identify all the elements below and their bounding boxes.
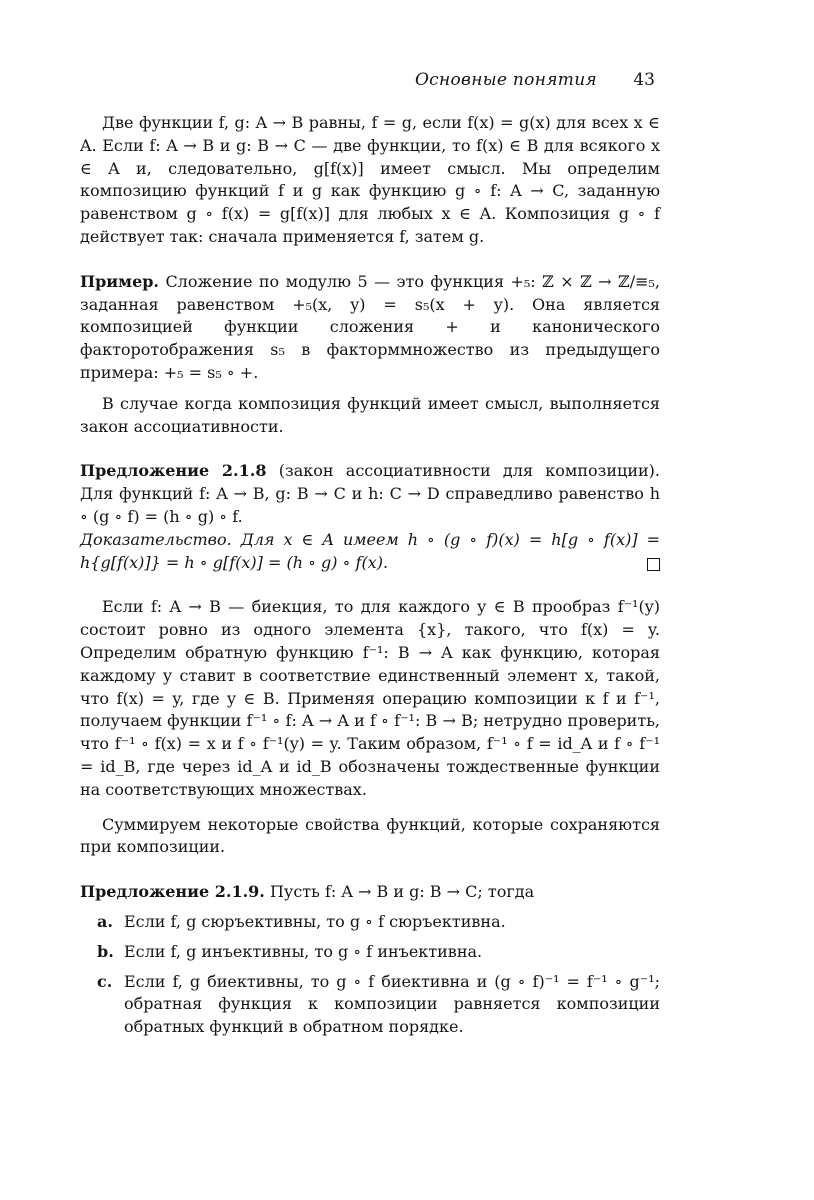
item-letter: c. bbox=[97, 971, 113, 991]
list-item bbox=[80, 941, 660, 964]
proposition-label: Предложение 2.1.8 bbox=[80, 461, 267, 481]
item-letter: a. bbox=[97, 911, 113, 931]
item-text: Если f, g сюръективны, то g ∘ f сюръективна. bbox=[124, 911, 506, 931]
paragraph-summary: Суммируем некоторые свойства функций, которые сохраняются при композиции. bbox=[80, 814, 660, 857]
proposition-2-1-8 bbox=[80, 460, 660, 528]
paragraph-inverse-function: Если f: A → B — биекция, то для каждого y ∈ B прообраз f⁻¹(y) состоит ровно из одного элемента {x}, такого, что f(x) = y. Определим обратную функцию f⁻¹: B → A как функцию, которая каждому y ставит в соответствие единственный элемент x, такой, что f(x) = y, где y ∈ B. Применяя операцию композиции к f и f⁻¹, получаем функции f⁻¹ ∘ f: A → A и f ∘ f⁻¹: B → B; нетрудно проверить, что f⁻¹ ∘ f(x) = x и f ∘ f⁻¹(y) = y. Таким образом, f⁻¹ ∘ f = id_A и f ∘ f⁻¹ = id_B, где через id_A и id_B обозначены тождественные функции на соответствующих множествах. bbox=[80, 597, 660, 799]
page-header bbox=[80, 70, 655, 96]
proposition-2-1-9 bbox=[80, 881, 660, 904]
proposition-label: Предложение 2.1.9. bbox=[80, 882, 265, 902]
example-text: Сложение по модулю 5 — это функция +₅: ℤ × ℤ → ℤ/≡₅, заданная равенством +₅(x, y) = s₅(x + y). Она является композицией функции сложения + и канонического факторотображения s₅ в факторммножество из предыдущего примера: +₅ = s₅ ∘ +. bbox=[80, 271, 660, 382]
item-text: Если f, g биективны, то g ∘ f биективна и (g ∘ f)⁻¹ = f⁻¹ ∘ g⁻¹; обратная функция к композиции равняется композиции обратных функций в обратном порядке. bbox=[124, 971, 660, 1037]
proof-block bbox=[80, 529, 660, 575]
proof-text: Для x ∈ A имеем h ∘ (g ∘ f)(x) = h[g ∘ f(x)] = h{g[f(x)]} = h ∘ g[f(x)] = (h ∘ g) ∘ f(x). bbox=[80, 529, 661, 572]
paragraph-function-equality: Две функции f, g: A → B равны, f = g, если f(x) = g(x) для всех x ∈ A. Если f: A → B и g: B → C — две функции, то f(x) ∈ B для всякого x ∈ A и, следовательно, g[f(x)] имеет смысл. Мы определим композицию функций f и g как функцию g ∘ f: A → C, заданную равенством g ∘ f(x) = g[f(x)] для любых x ∈ A. Композиция g ∘ f действует так: сначала применяется f, затем g. bbox=[80, 113, 660, 246]
list-item bbox=[80, 911, 660, 934]
paragraph-associativity: В случае когда композиция функций имеет смысл, выполняется закон ассоциативности. bbox=[80, 393, 660, 436]
page-body bbox=[80, 112, 660, 1039]
example-label: Пример. bbox=[80, 271, 159, 291]
page-number: 43 bbox=[633, 70, 655, 90]
item-letter: b. bbox=[97, 941, 114, 961]
example-paragraph bbox=[80, 271, 660, 385]
qed-square-icon bbox=[647, 558, 660, 571]
item-text: Если f, g инъективны, то g ∘ f инъективна. bbox=[124, 941, 483, 961]
proof-label: Доказательство. bbox=[80, 529, 232, 549]
property-list bbox=[80, 911, 660, 1039]
proposition-text: Пусть f: A → B и g: B → C; тогда bbox=[269, 882, 535, 902]
proposition-text: (закон ассоциативности для композиции). Для функций f: A → B, g: B → C и h: C → D справедливо равенство h ∘ (g ∘ f) = (h ∘ g) ∘ f. bbox=[80, 461, 661, 526]
list-item bbox=[80, 971, 660, 1039]
running-title: Основные понятия bbox=[414, 70, 597, 90]
